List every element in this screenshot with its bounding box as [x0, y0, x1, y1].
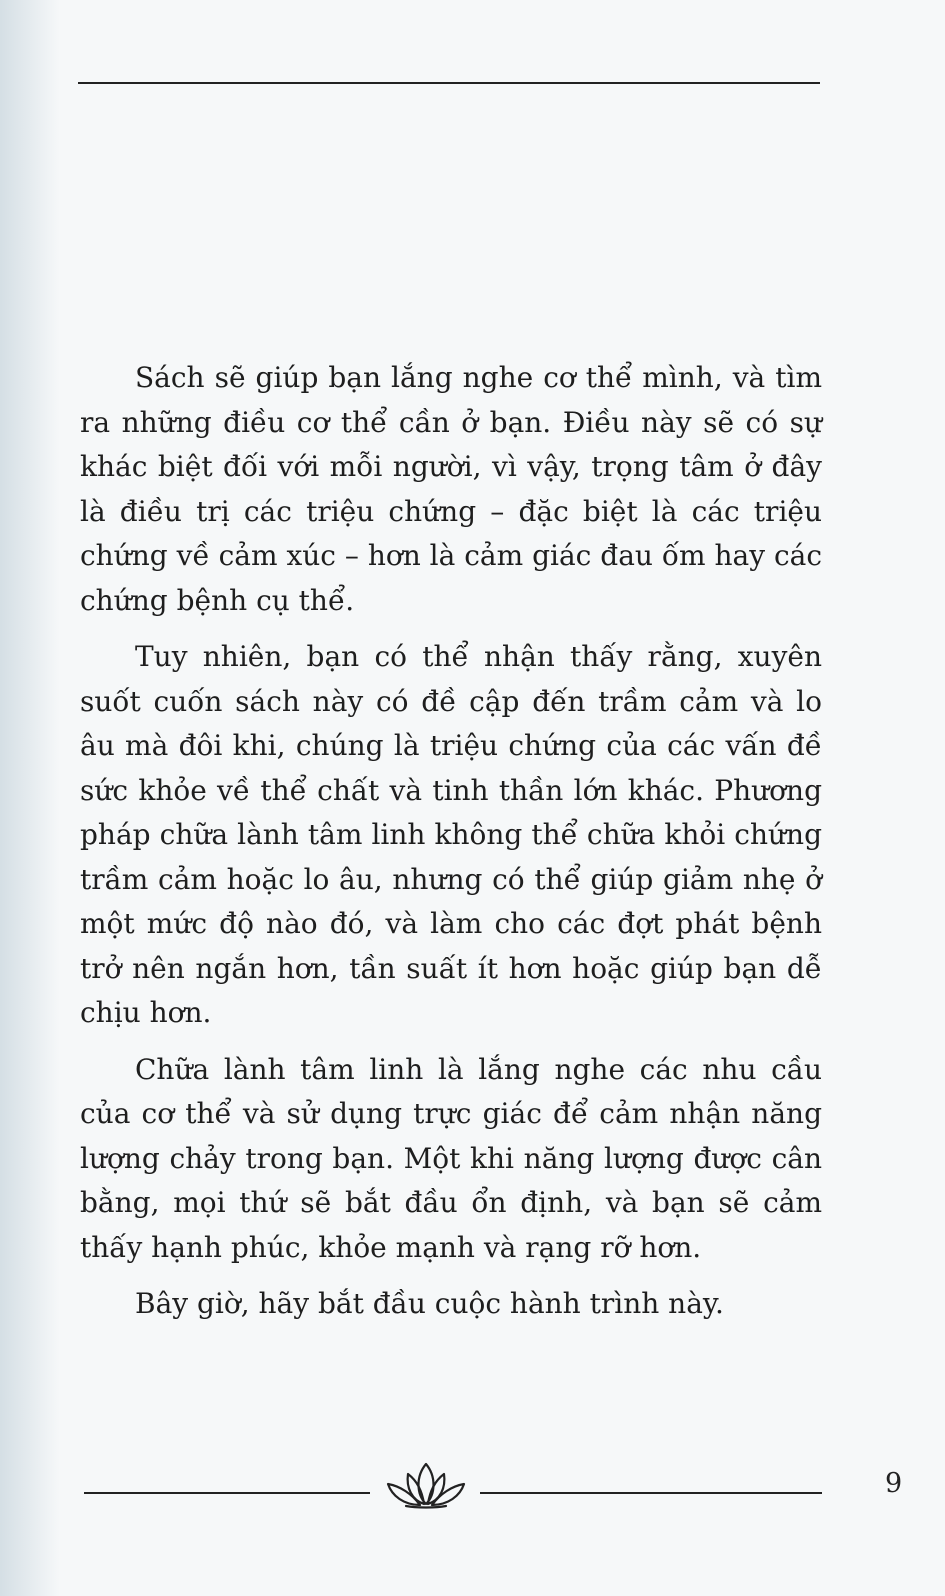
header-rule [78, 82, 820, 84]
footer-rule-left [84, 1492, 370, 1494]
paragraph-2: Tuy nhiên, bạn có thể nhận thấy rằng, xuyên suốt cuốn sách này có đề cập đến trầm cảm và lo âu mà đôi khi, chúng là triệu chứng của các vấn đề sức khỏe về thể chất và tinh thần lớn khác. Phương pháp chữa lành tâm linh không thể chữa khỏi chứng trầm cảm hoặc lo âu, nhưng có thể giúp giảm nhẹ ở một mức độ nào đó, và làm cho các đợt phát bệnh trở nên ngắn hơn, tần suất ít hơn hoặc giúp bạn dễ chịu hơn. [80, 640, 822, 1029]
paragraph-4: Bây giờ, hãy bắt đầu cuộc hành trình này. [135, 1287, 724, 1320]
footer-rule-right [480, 1492, 822, 1494]
page-number: 9 [885, 1468, 903, 1499]
paragraph-3: Chữa lành tâm linh là lắng nghe các nhu cầu của cơ thể và sử dụng trực giác để cảm nhận năng lượng chảy trong bạn. Một khi năng lượng được cân bằng, mọi thứ sẽ bắt đầu ổn định, và bạn sẽ cảm thấy hạnh phúc, khỏe mạnh và rạng rỡ hơn. [80, 1052, 822, 1264]
paragraph-1: Sách sẽ giúp bạn lắng nghe cơ thể mình, và tìm ra những điều cơ thể cần ở bạn. Điều này sẽ có sự khác biệt đối với mỗi người, vì vậy, trọng tâm ở đây là điều trị các triệu chứng – đặc biệt là các triệu chứng về cảm xúc – hơn là cảm giác đau ốm hay các chứng bệnh cụ thể. [80, 361, 822, 617]
lotus-icon [380, 1458, 472, 1510]
body-text [80, 356, 822, 1339]
page-edge-shadow [0, 0, 60, 1596]
